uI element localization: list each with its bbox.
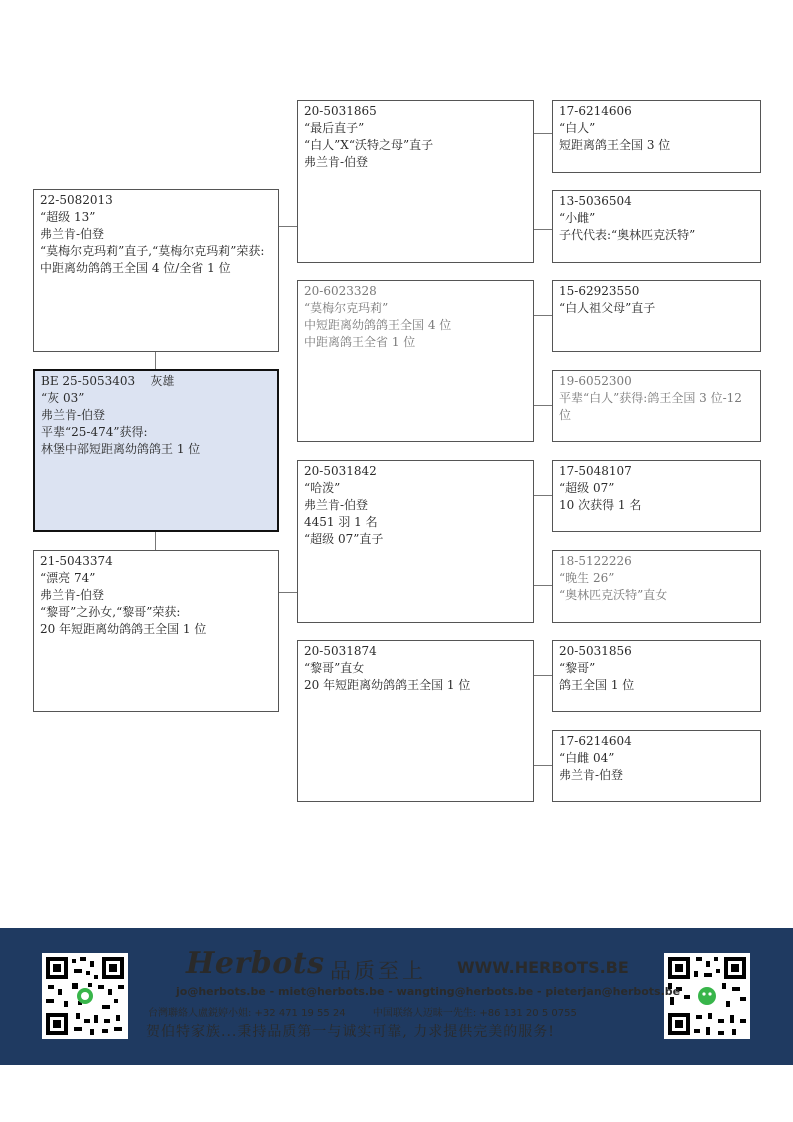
website-link[interactable]: WWW.HERBOTS.BE [457, 958, 629, 977]
dss-box [552, 460, 761, 532]
description: “黎哥”之孙女,“黎哥”荣获: [40, 605, 181, 619]
pigeon-name: “黎哥” [559, 661, 596, 675]
subject-box [33, 369, 279, 532]
sss-box [552, 100, 761, 173]
contact-taiwan: 台灣聯絡人盧鋭婷小姐: +32 471 19 55 24 [148, 1008, 346, 1019]
description: 中短距离幼鸽鸽王全国 4 位 [304, 318, 452, 332]
dsd-box [552, 550, 761, 623]
description: 子代代表:“奥林匹克沃特” [559, 228, 696, 242]
ring-number: 17-6214606 [559, 104, 632, 118]
description: 平辈“白人”获得:鸽王全国 3 位-12 位 [559, 391, 746, 422]
tagline: 贺伯特家族...秉持品质第一与诚实可靠, 力求提供完美的服务! [146, 1024, 555, 1040]
ddd-box [552, 730, 761, 802]
email-contacts[interactable]: jo@herbots.be - miet@herbots.be - wangting@herbots.be - pieterjan@herbots.be [176, 985, 681, 998]
description: 鸽王全国 1 位 [559, 678, 635, 692]
connector [533, 495, 552, 496]
ring-number: 18-5122226 [559, 554, 632, 568]
description: 20 年短距离幼鸽鸽王全国 1 位 [40, 622, 207, 636]
pigeon-name: “超级 13” [40, 210, 96, 224]
ring-number: 21-5043374 [40, 554, 113, 568]
description: 短距离鸽王全国 3 位 [559, 138, 671, 152]
pigeon-name: “小雌” [559, 211, 596, 225]
dam-box [33, 550, 279, 712]
sire-sire-box [297, 100, 534, 263]
ring-number: 20-5031842 [304, 464, 377, 478]
description: 10 次获得 1 名 [559, 498, 642, 512]
pigeon-name: “莫梅尔克玛莉” [304, 301, 389, 315]
connector [155, 532, 156, 550]
sire-box [33, 189, 279, 352]
slogan: 品质至上 [330, 959, 426, 983]
connector [533, 405, 552, 406]
ring-number: 17-5048107 [559, 464, 632, 478]
ring-number: 17-6214604 [559, 734, 632, 748]
connector [278, 592, 298, 593]
description: “莫梅尔克玛莉”直子,“莫梅尔克玛莉”荣获:中距离幼鸽鸽王全国 4 位/全省 1 位 [40, 244, 265, 275]
phone-contacts [148, 1004, 601, 1019]
pigeon-name: “晚生 26” [559, 571, 615, 585]
sdd-box [552, 370, 761, 442]
description: “奥林匹克沃特”直女 [559, 588, 668, 602]
connector [533, 585, 552, 586]
pigeon-name: “灰 03” [41, 391, 85, 405]
ring-number: 20-5031856 [559, 644, 632, 658]
ring-number: 20-5031874 [304, 644, 377, 658]
ssd-box [552, 190, 761, 263]
connector [533, 315, 552, 316]
description: “白人”X“沃特之母”直子 [304, 138, 434, 152]
dam-dam-box [297, 640, 534, 802]
pigeon-name: “最后直子” [304, 121, 365, 135]
pigeon-name: “白雌 04” [559, 751, 615, 765]
sds-box [552, 280, 761, 352]
pigeon-name: “超级 07” [559, 481, 615, 495]
ring-number: 13-5036504 [559, 194, 632, 208]
description: “超级 07”直子 [304, 532, 384, 546]
description: 平辈“25-474”获得: [41, 425, 148, 439]
dds-box [552, 640, 761, 712]
pigeon-name: “漂亮 74” [40, 571, 96, 585]
description: 中距离鸽王全省 1 位 [304, 335, 416, 349]
contact-china: 中国联络人迈昧一先生: +86 131 20 5 0755 [372, 1008, 577, 1019]
ring-number: 22-5082013 [40, 193, 113, 207]
dam-sire-box [297, 460, 534, 623]
breeder: 弗兰肯-伯登 [41, 408, 106, 422]
breeder: 弗兰肯-伯登 [304, 155, 369, 169]
breeder: 弗兰肯-伯登 [40, 588, 105, 602]
description: 20 年短距离幼鸽鸽王全国 1 位 [304, 678, 471, 692]
breeder: 弗兰肯-伯登 [304, 498, 369, 512]
pigeon-name: “哈泼” [304, 481, 341, 495]
description: 4451 羽 1 名 [304, 515, 378, 529]
connector [155, 351, 156, 369]
brand-logo: Herbots [186, 946, 325, 981]
connector [278, 226, 298, 227]
connector [533, 675, 552, 676]
connector [533, 133, 552, 134]
pigeon-name: “白人” [559, 121, 596, 135]
description: “白人祖父母”直子 [559, 301, 656, 315]
ring-number: 20-6023328 [304, 284, 377, 298]
description: 林堡中部短距离幼鸽鸽王 1 位 [41, 442, 201, 456]
qr-code-icon[interactable] [42, 953, 128, 1039]
breeder: 弗兰肯-伯登 [559, 768, 624, 782]
ring-number: 15-62923550 [559, 284, 640, 298]
connector [533, 765, 552, 766]
ring-number: BE 25-5053403 灰雄 [41, 374, 175, 388]
pigeon-name: “黎哥”直女 [304, 661, 365, 675]
ring-number: 19-6052300 [559, 374, 632, 388]
breeder: 弗兰肯-伯登 [40, 227, 105, 241]
ring-number: 20-5031865 [304, 104, 377, 118]
sire-dam-box [297, 280, 534, 442]
connector [533, 229, 552, 230]
